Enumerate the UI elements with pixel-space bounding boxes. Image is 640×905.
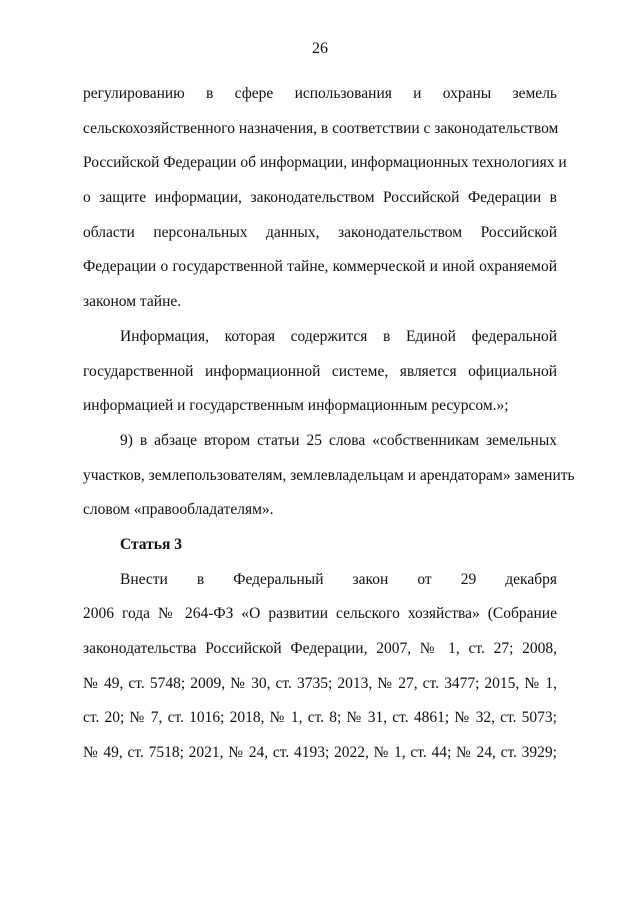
text-line: государственной информационной системе, является официальной — [83, 362, 557, 380]
text-line: законом тайне. — [83, 293, 182, 311]
text-line: Федерации о государственной тайне, коммерческой и иной охраняемой — [83, 258, 557, 276]
page-number: 26 — [312, 40, 328, 57]
text-line: сельскохозяйственного назначения, в соответствии с законодательством — [83, 119, 559, 137]
text-line: Внести в Федеральный закон от 29 декабря — [120, 570, 557, 588]
text-line: законодательства Российской Федерации, 2007, № 1, ст. 27; 2008, — [83, 640, 557, 657]
text-line: информацией и государственным информационным ресурсом.»; — [83, 397, 509, 415]
text-line: области персональных данных, законодательством Российской — [83, 223, 557, 241]
text-line: регулированию в сфере использования и охраны земель — [83, 85, 557, 102]
text-line: словом «правообладателям». — [83, 501, 274, 519]
text-line: Российской Федерации об информации, информационных технологиях и — [83, 154, 567, 172]
article-heading: Статья 3 — [120, 535, 182, 553]
text-line: № 49, ст. 5748; 2009, № 30, ст. 3735; 2013, № 27, ст. 3477; 2015, № 1, — [83, 674, 557, 692]
text-line: участков, землепользователям, землевладельцам и арендаторам» заменить — [83, 466, 575, 484]
text-line: о защите информации, законодательством Российской Федерации в — [83, 189, 557, 207]
text-line: 9) в абзаце втором статьи 25 слова «собственникам земельных — [120, 431, 557, 449]
text-line: Информация, которая содержится в Единой федеральной — [120, 327, 557, 345]
document-body — [83, 77, 575, 771]
text-line: 2006 года № 264-ФЗ «О развитии сельского хозяйства» (Собрание — [83, 605, 557, 623]
text-line: № 49, ст. 7518; 2021, № 24, ст. 4193; 2022, № 1, ст. 44; № 24, ст. 3929; — [83, 744, 557, 762]
text-line: ст. 20; № 7, ст. 1016; 2018, № 1, ст. 8; № 31, ст. 4861; № 32, ст. 5073; — [83, 709, 557, 727]
